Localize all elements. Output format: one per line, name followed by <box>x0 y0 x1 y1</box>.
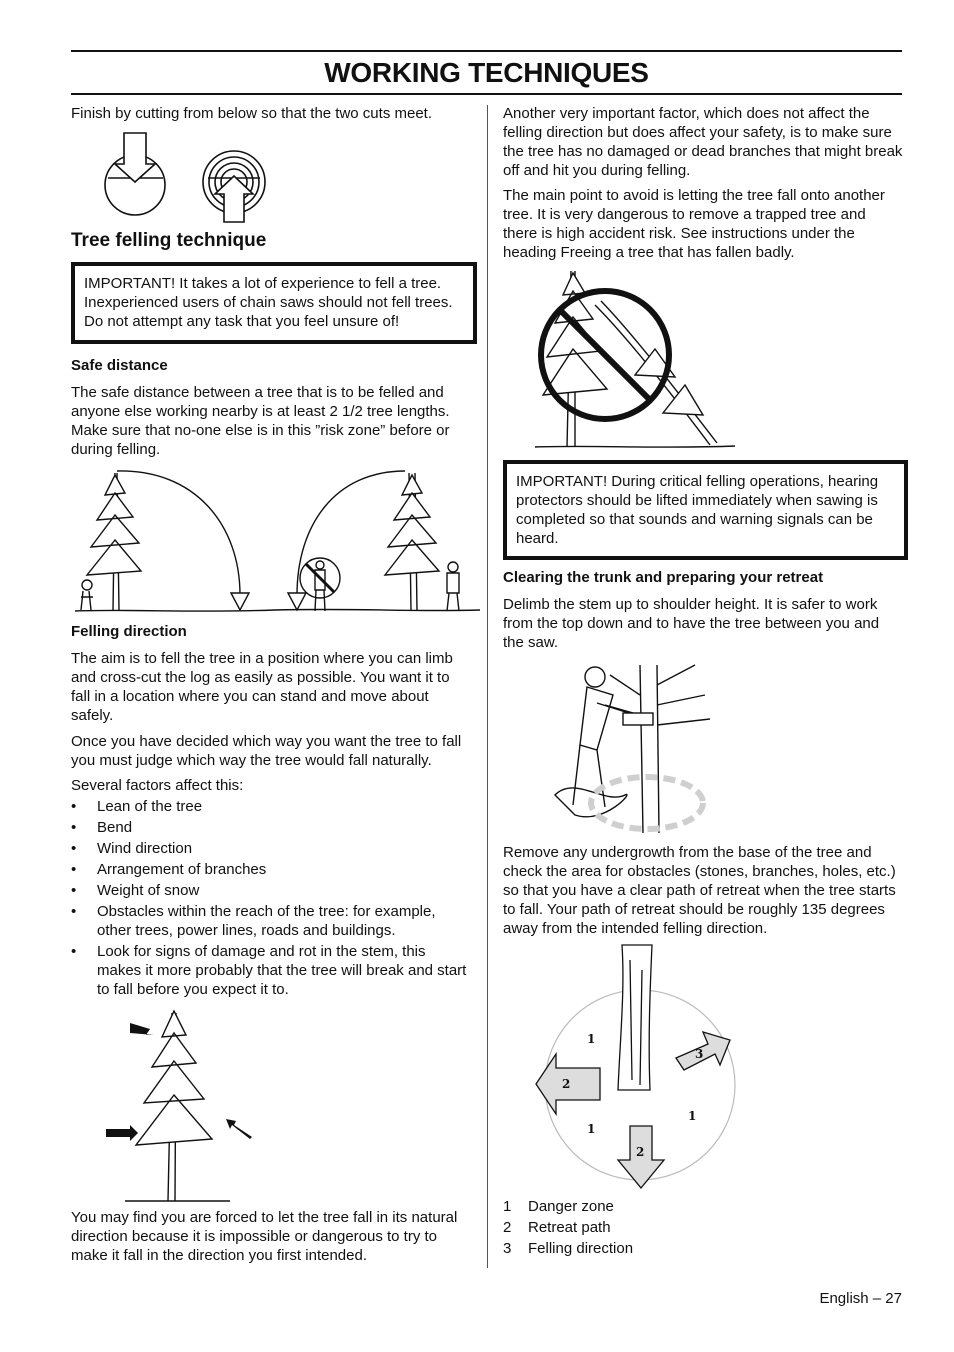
bullet: • <box>71 882 77 899</box>
log-cut-illustration <box>100 130 275 225</box>
felling-direction-heading: Felling direction <box>71 623 187 640</box>
list-item: • Lean of the tree <box>71 798 203 815</box>
column-divider <box>487 105 488 1268</box>
right-paragraph-1: Another very important factor, which does not affect the felling direction but does affect your safety, is to make sure the tree has no damaged or dead branches that might break off and hit you during felling. <box>503 105 903 179</box>
list-item: • Bend <box>71 819 133 836</box>
clearing-paragraph-1: Delimb the stem up to shoulder height. It is safer to work from the top down and to have the tree between you and the saw. <box>503 596 880 651</box>
section-heading-tree-felling: Tree felling technique <box>71 230 267 251</box>
factors-list <box>71 797 471 1001</box>
closing-text: You may find you are forced to let the tree fall in its natural direction because it is impossible or dangerous to try to make it fall in the direction you first intended. <box>71 1209 458 1264</box>
tree-forces-illustration <box>100 1005 260 1205</box>
header-rule-bottom <box>71 93 902 95</box>
diagram-label-danger-zone: 1 <box>688 1109 697 1123</box>
legend-item: 1 Danger zone <box>503 1198 614 1215</box>
important-warning-text: IMPORTANT! It takes a lot of experience to fell a tree. Inexperienced users of chain saws should not fell trees. Do not attempt any task that you feel unsure of! <box>84 275 453 330</box>
intro-text: Finish by cutting from below so that the two cuts meet. <box>71 105 432 122</box>
bullet: • <box>71 861 77 878</box>
page-number: English – 27 <box>819 1290 902 1307</box>
diagram-label-danger-zone: 1 <box>587 1122 596 1136</box>
factors-intro: Several factors affect this: <box>71 777 244 794</box>
list-item: • Obstacles within the reach of the tree: for example, other trees, power lines, roads and buildings. <box>71 903 436 939</box>
legend-item: 3 Felling direction <box>503 1240 634 1257</box>
right-paragraph-2: The main point to avoid is letting the tree fall onto another tree. It is very dangerous to remove a trapped tree and there is high accident risk. See instructions under the heading Freeing a tree that has fallen badly. <box>503 187 885 261</box>
felling-direction-paragraph-2: Once you have decided which way you want the tree to fall you must judge which way the tree would fall naturally. <box>71 733 462 769</box>
diagram-label-felling: 3 <box>695 1047 704 1061</box>
clearing-paragraph-2: Remove any undergrowth from the base of the tree and check the area for obstacles (stones, branches, holes, etc.) so that you have a clear path of retreat when the tree starts to fall. Your path of retreat should be roughly 135 degrees away from the intended felling direction. <box>503 844 896 937</box>
list-item: • Wind direction <box>71 840 193 857</box>
page-title: WORKING TECHNIQUES <box>324 57 649 88</box>
retreat-path-diagram <box>530 940 745 1190</box>
diagram-label-danger-zone: 1 <box>587 1032 596 1046</box>
delimbing-illustration <box>535 655 720 840</box>
bullet: • <box>71 819 77 836</box>
bullet: • <box>71 798 77 815</box>
clearing-heading: Clearing the trunk and preparing your retreat <box>503 569 824 586</box>
no-tree-on-tree-illustration <box>535 265 735 455</box>
diagram-legend <box>503 1197 903 1260</box>
diagram-label-retreat: 2 <box>636 1145 645 1159</box>
list-item: • Arrangement of branches <box>71 861 267 878</box>
bullet: • <box>71 903 77 920</box>
safe-distance-illustration <box>75 465 480 615</box>
important-warning-box <box>71 262 477 344</box>
safe-distance-heading: Safe distance <box>71 357 168 374</box>
safe-distance-text: The safe distance between a tree that is to be felled and anyone else working nearby is at least 2 1/2 tree lengths. Make sure that no-one else is in this ”risk zone” before or during felling. <box>71 384 450 458</box>
header-rule-top <box>71 50 902 52</box>
bullet: • <box>71 840 77 857</box>
felling-direction-paragraph-1: The aim is to fell the tree in a position where you can limb and cross-cut the log as easily as possible. You want it to fall in a location where you can stand and move about safely. <box>71 650 453 724</box>
bullet: • <box>71 943 77 960</box>
important-hearing-box <box>503 460 908 560</box>
legend-item: 2 Retreat path <box>503 1219 611 1236</box>
list-item: • Weight of snow <box>71 882 200 899</box>
diagram-label-retreat: 2 <box>562 1077 571 1091</box>
list-item: • Look for signs of damage and rot in the stem, this makes it more probably that the tree will break and start to fall before you expect it to. <box>71 943 467 998</box>
important-hearing-text: IMPORTANT! During critical felling operations, hearing protectors should be lifted immediately when sawing is completed so that sounds and warning signals can be heard. <box>516 473 879 547</box>
